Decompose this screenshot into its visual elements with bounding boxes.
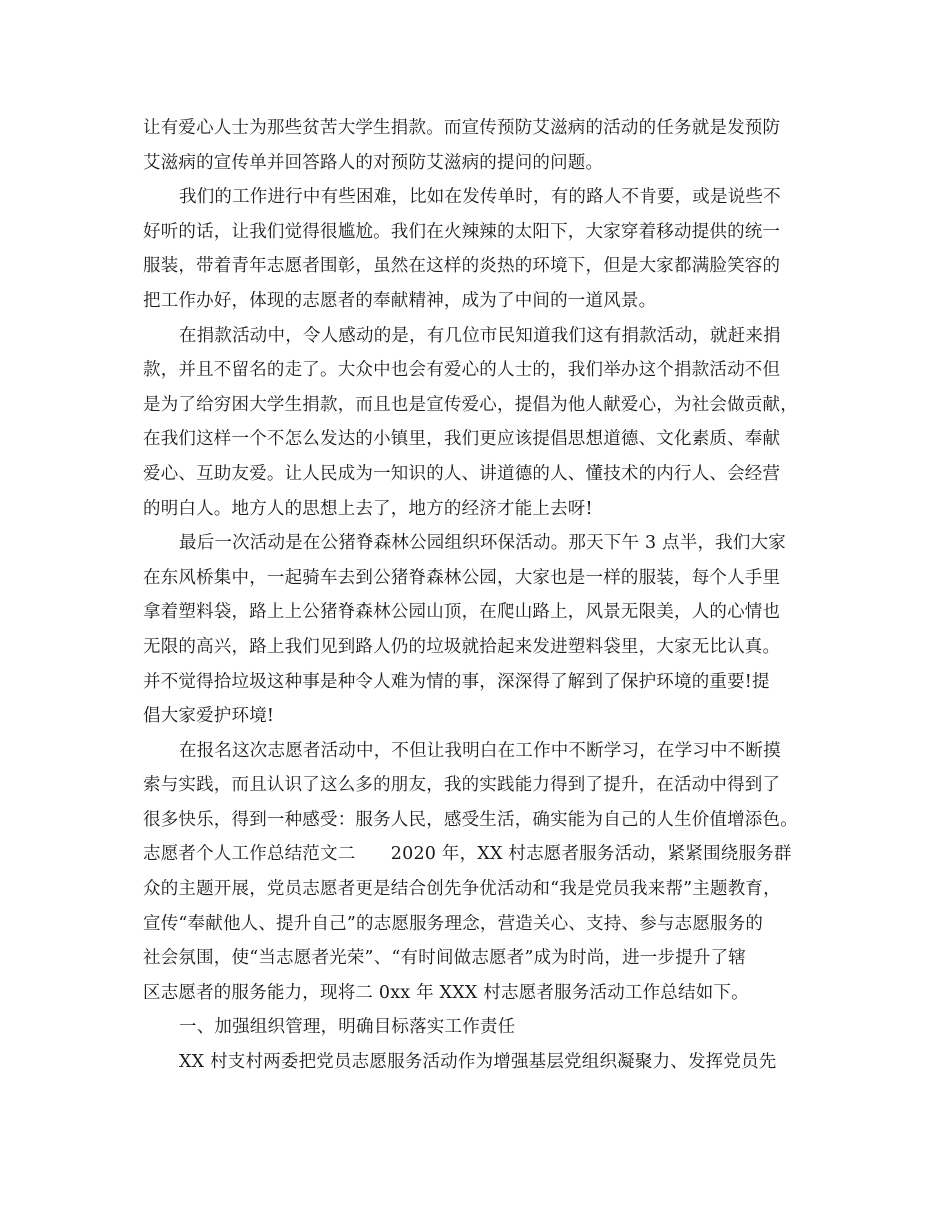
text-line: 服装，带着青年志愿者围彰，虽然在这样的炎热的环境下，但是大家都满脸笑容的 [143, 256, 781, 277]
text-line: 无限的高兴，路上我们见到路人仍的垃圾就拾起来发进塑料袋里，大家无比认真。 [143, 636, 781, 657]
text-line: XX 村支村两委把党员志愿服务活动作为增强基层党组织凝聚力、发挥党员先 [179, 1052, 777, 1073]
text-line: 社会氛围，使“当志愿者光荣”、“有时间做志愿者”成为时尚，进一步提升了辖 [143, 948, 746, 969]
text-line: 好听的话，让我们觉得很尴尬。我们在火辣辣的太阳下，大家穿着移动提供的统一 [143, 221, 781, 242]
text-line: 艾滋病的宣传单并回答路人的对预防艾滋病的提问的问题。 [143, 152, 604, 173]
text-line: 在我们这样一个不怎么发达的小镇里，我们更应该提倡思想道德、文化素质、奉献 [143, 429, 781, 450]
text-line: 款，并且不留名的走了。大众中也会有爱心的人士的，我们举办这个捐款活动不但 [143, 360, 781, 381]
text-line: 让有爱心人士为那些贫苦大学生捐款。而宣传预防艾滋病的活动的任务就是发预防 [143, 118, 781, 138]
text-line: 在东风桥集中，一起骑车去到公猪脊森林公园，大家也是一样的服装，每个人手里 [143, 567, 781, 588]
text-line: 很多快乐，得到一种感受：服务人民，感受生活，确实能为自己的人生价值增添色。 [143, 809, 798, 830]
text-line: 区志愿者的服务能力，现将二 0xx 年 XXX 村志愿者服务活动工作总结如下。 [143, 982, 749, 1003]
text-line: 爱心、互助友爱。让人民成为一知识的人、讲道德的人、懂技术的内行人、会经营 [143, 463, 781, 484]
document-body [143, 111, 815, 1080]
text-line: 索与实践，而且认识了这么多的朋友，我的实践能力得到了提升，在活动中得到了 [143, 775, 781, 796]
text-line: 志愿者个人工作总结范文二 2020 年，XX 村志愿者服务活动，紧紧围绕服务群 [143, 844, 792, 865]
text-line: 最后一次活动是在公猪脊森林公园组织环保活动。那天下午 3 点半，我们大家 [179, 533, 786, 554]
text-line: 的明白人。地方人的思想上去了，地方的经济才能上去呀! [143, 498, 593, 519]
text-line: 并不觉得拾垃圾这种事是种令人难为情的事，深深得了解到了保护环境的重要!提 [143, 671, 770, 692]
text-line: 拿着塑料袋，路上上公猪脊森林公园山顶，在爬山路上，风景无限美，人的心情也 [143, 602, 781, 623]
text-line: 众的主题开展，党员志愿者更是结合创先争优活动和“我是党员我来帮”主题教育， [143, 879, 781, 900]
text-line: 倡大家爱护环境! [143, 706, 275, 727]
text-line: 把工作办好，体现的志愿者的奉献精神，成为了中间的一道风景。 [143, 290, 657, 311]
text-line: 在捐款活动中，令人感动的是，有几位市民知道我们这有捐款活动，就赶来捐 [179, 325, 781, 346]
text-line: 在报名这次志愿者活动中，不但让我明白在工作中不断学习，在学习中不断摸 [179, 740, 781, 761]
text-line: 是为了给穷困大学生捐款，而且也是宣传爱心，提倡为他人献爱心，为社会做贡献， [143, 394, 798, 415]
text-line: 我们的工作进行中有些困难，比如在发传单时，有的路人不肯要，或是说些不 [179, 187, 781, 208]
text-line: 宣传“奉献他人、提升自己”的志愿服务理念，营造关心、支持、参与志愿服务的 [143, 913, 764, 934]
text-line: 一、加强组织管理，明确目标落实工作责任 [179, 1017, 516, 1038]
